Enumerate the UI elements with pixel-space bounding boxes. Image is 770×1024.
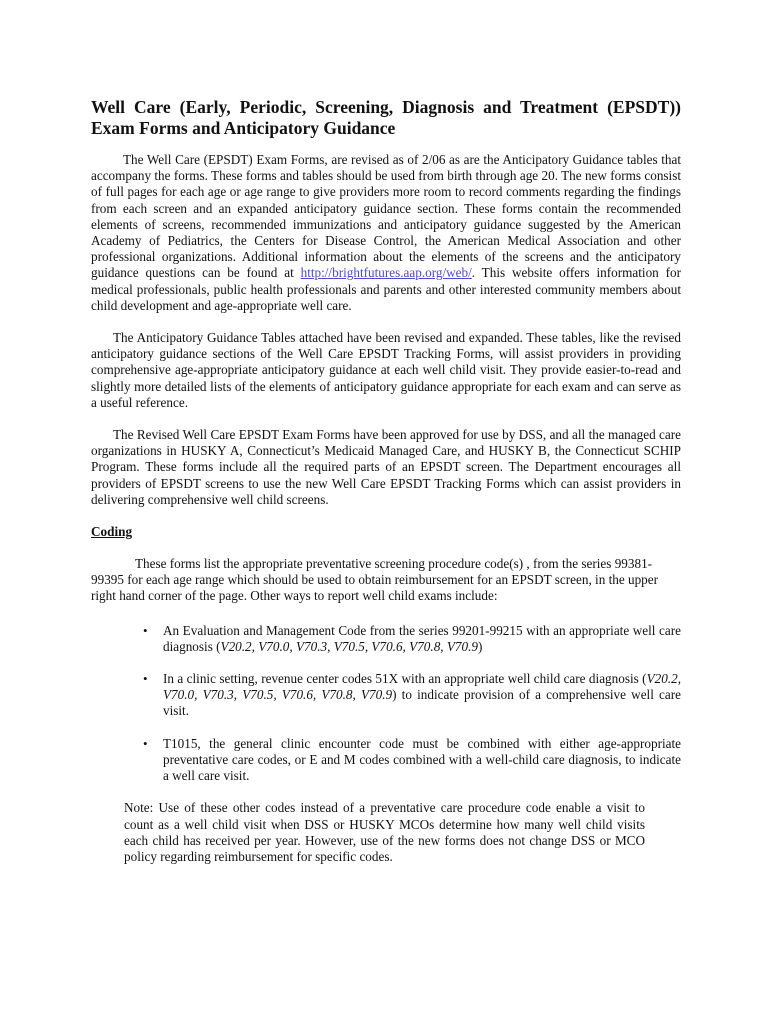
coding-intro: These forms list the appropriate preventative screening procedure code(s) , from the series 99381-99395 for each age range which should be used to obtain reimbursement for an EPSDT screen, in the upper right hand corner of the page. Other ways to report well child exams include: xyxy=(91,556,659,604)
bullet-text: An Evaluation and Management Code from the series 99201-99215 with an appropriate well care diagnosis ( xyxy=(163,622,681,654)
coding-bullet-list xyxy=(91,623,681,785)
diagnosis-codes: V20.2, V70.0, V70.3, V70.5, V70.6, V70.8, V70.9 xyxy=(220,638,479,654)
diagnosis-codes: V20.2, V70.0, V70.3, V70.5, V70.6, V70.8, V70.9 xyxy=(163,671,681,703)
exam-forms-paragraph: The Revised Well Care EPSDT Exam Forms have been approved for use by DSS, and all the managed care organizations in HUSKY A, Connecticut’s Medicaid Managed Care, and HUSKY B, the Connecticut SCHIP Program. These forms include all the required parts of an EPSDT screen. The Department encourages all providers of EPSDT screens to use the new Well Care EPSDT Tracking Forms which can assist providers in delivering comprehensive well child screens. xyxy=(91,427,681,507)
bullet-text: In a clinic setting, revenue center codes 51X with an appropriate well child care diagnosis ( xyxy=(163,671,647,687)
anticipatory-guidance-paragraph: The Anticipatory Guidance Tables attached have been revised and expanded. These tables, like the revised anticipatory guidance sections of the Well Care EPSDT Tracking Forms, will assist providers in providing comprehensive age-appropriate anticipatory guidance at each well child visit. They provide easier-to-read and slightly more detailed lists of the elements of anticipatory guidance appropriate for each exam and can serve as a useful reference. xyxy=(91,330,681,410)
brightfutures-link[interactable]: http://brightfutures.aap.org/web/ xyxy=(300,265,472,281)
bullet-text-end: ) xyxy=(478,638,483,654)
bullet-icon: • xyxy=(143,671,148,687)
bullet-icon: • xyxy=(143,735,148,751)
document-page xyxy=(91,97,681,865)
bullet-text-end: ) to indicate provision of a comprehensive well care visit. xyxy=(163,687,681,719)
page-title: Well Care (Early, Periodic, Screening, Diagnosis and Treatment (EPSDT)) Exam Forms and Anticipatory Guidance xyxy=(91,97,681,138)
list-item xyxy=(143,735,681,785)
bullet-text: T1015, the general clinic encounter code must be combined with either age-appropriate preventative care codes, or E and M codes combined with a well-child care diagnosis, to indicate a well care visit. xyxy=(163,735,681,784)
list-item xyxy=(143,671,681,720)
list-item xyxy=(143,622,681,655)
coding-note: Note: Use of these other codes instead of a preventative care procedure code enable a visit to count as a well child visit when DSS or HUSKY MCOs determine how many well child visits each child has received per year. However, use of the new forms does not change DSS or MCO policy regarding reimbursement for specific codes. xyxy=(124,800,645,864)
intro-text-continued: . This website offers information for medical professionals, public health professionals and parents and other interested community members about child development and age-appropriate well care. xyxy=(91,265,681,313)
coding-heading: Coding xyxy=(91,524,133,540)
intro-text: The Well Care (EPSDT) Exam Forms, are revised as of 2/06 as are the Anticipatory Guidance tables that accompany the forms. These forms and tables should be used from birth through age 20. The new forms consist of full pages for each age or age range to give providers more room to record comments regarding the findings from each screen and an expanded anticipatory guidance section. These forms contain the recommended elements of screens, recommended immunizations and anticipatory guidance suggested by the American Academy of Pediatrics, the Centers for Disease Control, the American Medical Association and other professional organizations. Additional information about the elements of the screens and the anticipatory guidance questions can be found at xyxy=(91,152,681,281)
intro-paragraph xyxy=(91,152,681,314)
bullet-icon: • xyxy=(143,622,148,638)
